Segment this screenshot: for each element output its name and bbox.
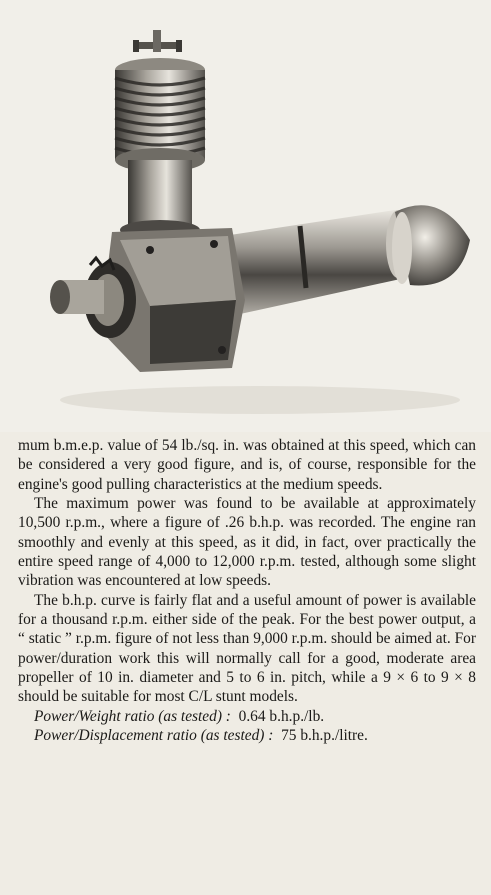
ratio-value: 75 b.h.p./litre. — [281, 727, 368, 745]
rear-intake — [50, 258, 136, 338]
ratio-label: Power/Weight ratio (as tested) : — [34, 707, 231, 725]
cylinder-head — [115, 58, 205, 172]
spinner — [392, 205, 470, 285]
paragraph-2: The maximum power was found to be available at approximately 10,500 r.p.m., where a figure of .26 b.h.p. was recorded. The engine ran smoothly and evenly at this speed, as it did, in fact, over practically the entire speed range of 4,000 to 12,000 r.p.m. tested, although some slight vibration was encountered at low speeds. — [18, 495, 476, 590]
power-displacement-ratio — [18, 726, 476, 745]
paragraph-3: The b.h.p. curve is fairly flat and a useful amount of power is available for a thousand r.p.m. either side of the peak. For the best power output, a “ static ” r.p.m. figure of not less than 9,000 r.p.m. should be aimed at. For power/duration work this will normally call for a good, moderate area propeller of 10 in. diameter and 5 to 6 in. pitch, while a 9 × 6 to 9 × 8 should be suitable for most C/L stunt models. — [18, 591, 476, 706]
power-weight-ratio — [18, 707, 476, 726]
ratio-label: Power/Displacement ratio (as tested) : — [34, 727, 274, 745]
ratio-value: 0.64 b.h.p./lb. — [238, 707, 325, 725]
engine-photo — [0, 0, 491, 432]
paragraph-1: mum b.m.e.p. value of 54 lb./sq. in. was obtained at this speed, which can be considered a very good figure, and is, of course, responsible for the engine's good pulling characteristics at the medium speeds. — [18, 437, 476, 493]
article-body — [18, 436, 476, 746]
